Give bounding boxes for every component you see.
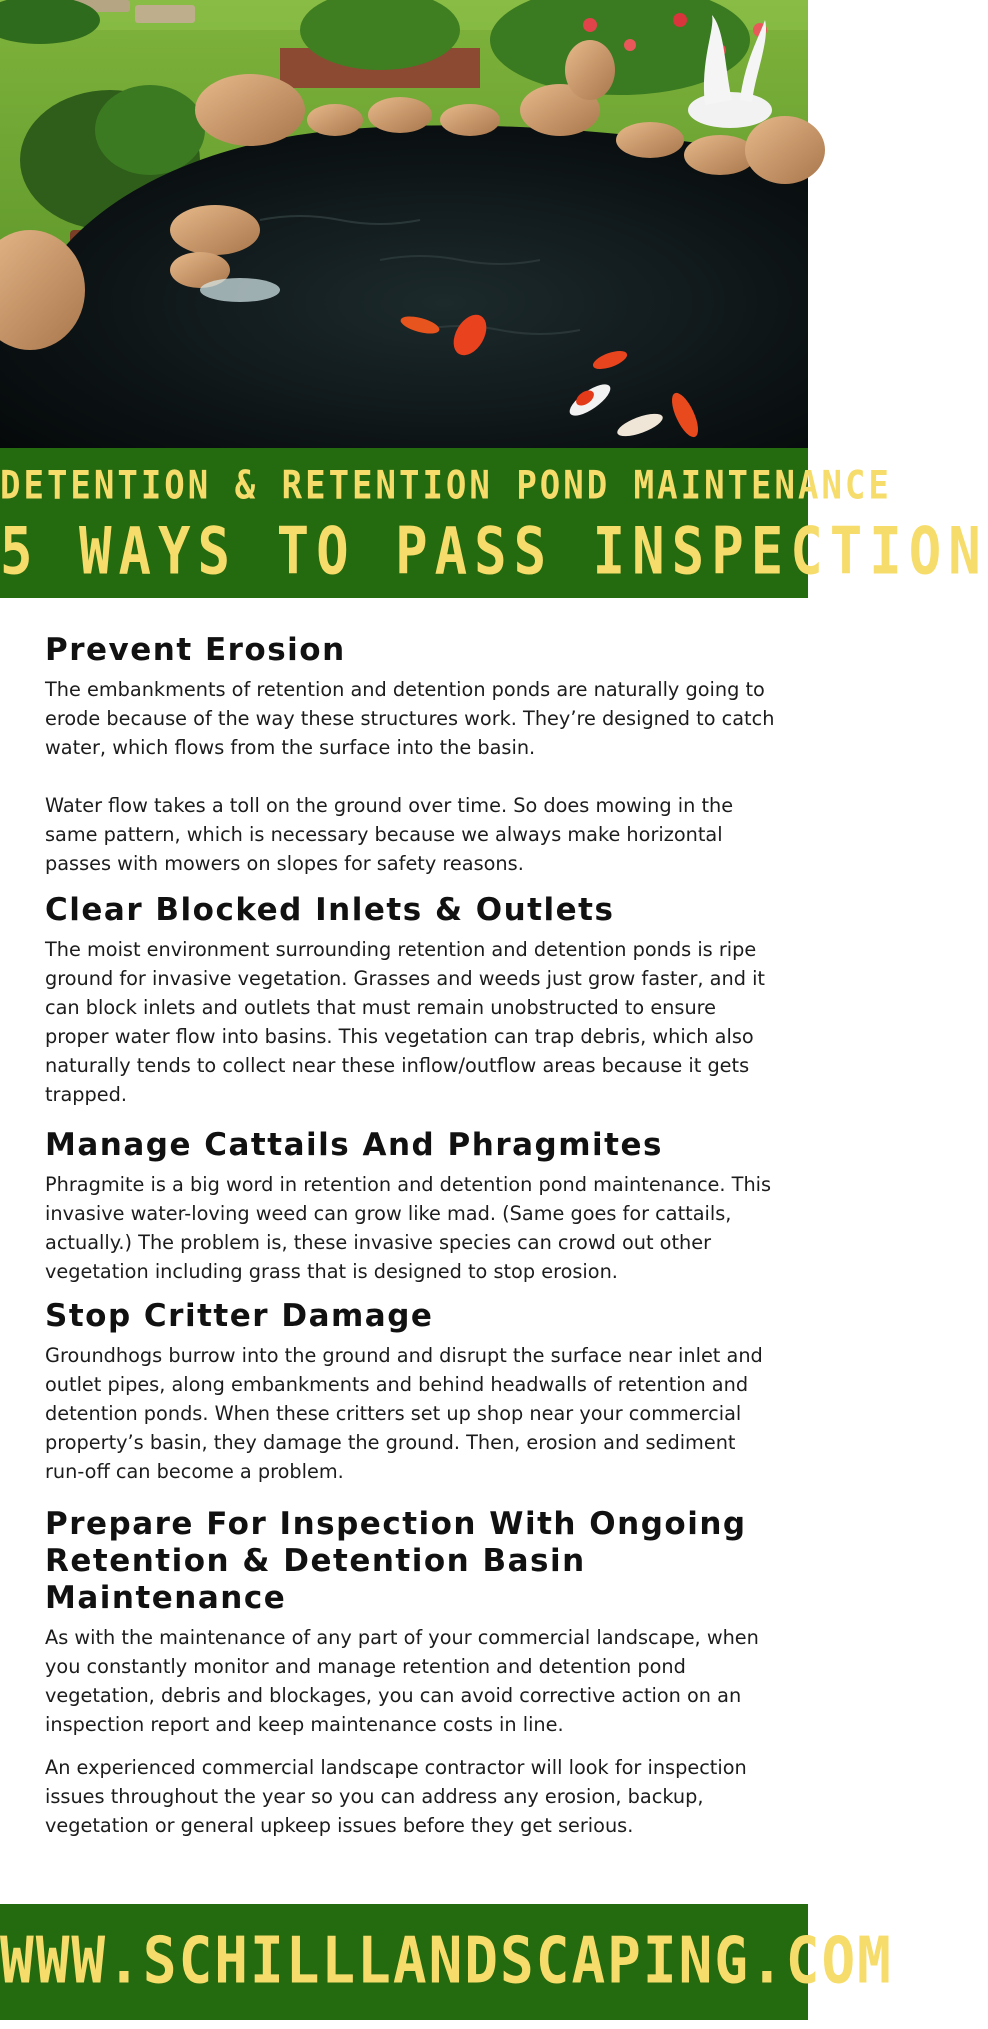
section-paragraph: The embankments of retention and detention ponds are naturally going to erode because of the way these structures work. They’re designed to catch water, which flows from the surface into the basin. (45, 678, 775, 759)
title-banner (0, 448, 988, 598)
section-paragraph: Phragmite is a big word in retention and detention pond maintenance. This invasive water-loving weed can grow like mad. (Same goes for cattails, actually.) The problem is, these invasive species can crowd out other vegetation including grass that is designed to stop erosion. (45, 1173, 772, 1283)
section-paragraph: As with the maintenance of any part of your commercial landscape, when you constantly monitor and manage retention and detention pond vegetation, debris and blockages, you can avoid corrective action on an inspection report and keep maintenance costs in line. (45, 1626, 759, 1736)
section-clear-inlets (45, 892, 775, 1109)
section-paragraph: Water flow takes a toll on the ground over time. So does mowing in the same pattern, which is necessary because we always make horizontal passes with mowers on slopes for safety reasons. (45, 794, 734, 875)
section-manage-cattails (45, 1127, 775, 1286)
section-critter-damage (45, 1298, 775, 1486)
hero-pond-photo (0, 0, 808, 448)
banner-title: 5 WAYS TO PASS INSPECTION (0, 513, 988, 590)
banner-subtitle: DETENTION & RETENTION POND MAINTENANCE (0, 463, 892, 509)
section-paragraph: Groundhogs burrow into the ground and disrupt the surface near inlet and outlet pipes, along embankments and behind headwalls of retention and detention ponds. When these critters set up shop near your commercial property’s basin, they damage the ground. Then, erosion and sediment run-off can become a problem. (45, 1344, 763, 1483)
section-paragraph: An experienced commercial landscape contractor will look for inspection issues throughout the year so you can address any erosion, backup, vegetation or general upkeep issues before they get serious. (45, 1756, 747, 1837)
article-body (45, 632, 775, 1840)
section-prevent-erosion (45, 632, 775, 878)
footer-banner (0, 1904, 893, 2020)
section-heading: Clear Blocked Inlets & Outlets (45, 892, 615, 928)
section-heading: Manage Cattails And Phragmites (45, 1127, 663, 1163)
section-paragraph: The moist environment surrounding retention and detention ponds is ripe ground for invasive vegetation. Grasses and weeds just grow faster, and it can block inlets and outlets that must remain unobstructed to ensure proper water flow into basins. This vegetation can trap debris, which also naturally tends to collect near these inflow/outflow areas because it gets trapped. (45, 938, 765, 1106)
section-heading: Stop Critter Damage (45, 1298, 434, 1334)
section-heading: Prevent Erosion (45, 632, 346, 668)
section-prepare-inspection (45, 1506, 775, 1840)
website-url[interactable]: WWW.SCHILLLANDSCAPING.COM (0, 1924, 893, 1999)
section-heading: Prepare For Inspection With Ongoing Retention & Detention Basin Maintenance (45, 1506, 747, 1616)
